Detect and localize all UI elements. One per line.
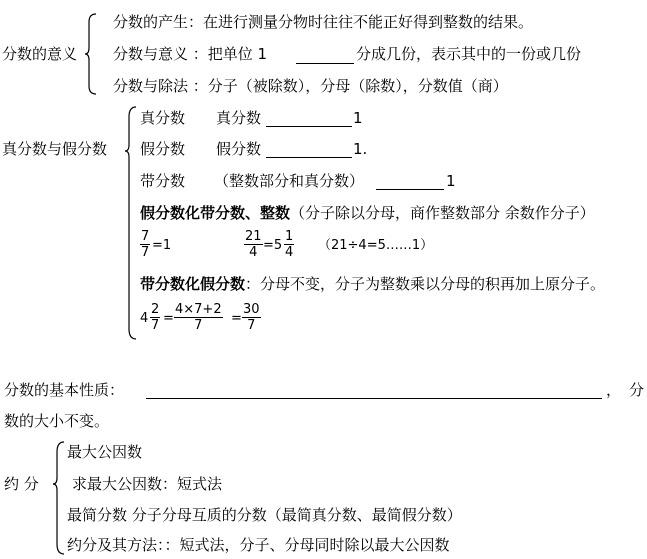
reduction-brace-icon <box>52 440 66 556</box>
ex3-result-numerator: 30 <box>243 302 260 317</box>
basic-property-blank <box>146 398 602 399</box>
row3-blank <box>376 189 444 190</box>
basic-property-line2: 数的大小不变。 <box>4 412 110 430</box>
ex2-mixed-denominator: 4 <box>285 245 294 260</box>
basic-property-tail: 分 <box>629 381 645 399</box>
reduction-item2: 求最大公因数：短式法 <box>72 475 223 493</box>
proper-improper-heading: 真分数与假分数 <box>2 140 108 158</box>
ex2-note: （21÷4=5……1） <box>318 238 434 253</box>
meaning-line3: 分数与除法 ：分子（被除数），分母（除数），分数值（商） <box>113 77 508 95</box>
ex2-mixed-fraction <box>284 229 294 260</box>
reduction-item1: 最大公因数 <box>67 443 143 461</box>
rule2-bold: 带分数化假分数 <box>140 275 246 293</box>
rule1 <box>140 203 595 223</box>
ex2-mixed-numerator: 1 <box>285 229 294 244</box>
reduction-heading: 约 分 <box>4 475 39 493</box>
basic-property-comma: ， <box>606 381 622 399</box>
meaning-line2-suffix: 分成几份，表示其中的一份或几份 <box>356 45 582 63</box>
reduction-item3: 最简分数 分子分母互质的分数（最简真分数、最简假分数） <box>67 506 462 524</box>
meaning-line1: 分数的产生：在进行测量分物时往往不能正好得到整数的结果。 <box>113 13 534 31</box>
basic-property-prefix: 分数的基本性质： <box>4 381 125 399</box>
ex3-mid-denominator: 7 <box>194 318 203 333</box>
ex3-mid-fraction <box>174 302 223 333</box>
ex3-fraction <box>150 302 160 333</box>
ex3-mid-numerator: 4×7+2 <box>175 302 222 317</box>
ex2-fraction <box>244 229 263 260</box>
ex3-equals1: = <box>163 311 174 326</box>
ex1-equals: =1 <box>152 238 172 253</box>
ex3-denominator: 7 <box>151 318 160 333</box>
row2-tail: 1. <box>353 140 368 158</box>
row2-blank <box>266 157 352 158</box>
ex2-numerator: 21 <box>245 229 262 244</box>
rule1-bold: 假分数化带分数、整数 <box>140 204 291 222</box>
row3-tail: 1 <box>446 172 456 190</box>
meaning-brace-icon <box>84 12 98 96</box>
row1-text: 真分数 <box>216 109 262 127</box>
proper-improper-brace-icon <box>124 105 138 341</box>
ex2-equals: =5 <box>263 238 283 253</box>
reduction-item4: 约分及其方法：：短式法，分子、分母同时除以最大公因数 <box>67 536 450 554</box>
row2-label: 假分数 <box>140 140 186 158</box>
row1-blank <box>266 126 352 127</box>
ex2-denominator: 4 <box>249 245 258 260</box>
row1-label: 真分数 <box>140 109 186 127</box>
ex3-whole: 4 <box>140 311 149 326</box>
meaning-line2-prefix: 分数与意义 ：把单位 1 <box>113 45 268 63</box>
ex1-fraction <box>140 229 150 260</box>
row2-text: 假分数 <box>216 140 262 158</box>
meaning-blank <box>296 63 354 64</box>
ex3-result-denominator: 7 <box>247 318 256 333</box>
row3-text: （整数部分和真分数） <box>214 172 365 190</box>
ex3-equals2: = <box>231 311 242 326</box>
ex1-numerator: 7 <box>141 229 150 244</box>
ex3-result-fraction <box>242 302 261 333</box>
ex3-numerator: 2 <box>151 302 160 317</box>
row1-tail: 1 <box>353 109 363 127</box>
ex1-denominator: 7 <box>141 245 150 260</box>
meaning-heading: 分数的意义 <box>2 45 78 63</box>
row3-label: 带分数 <box>140 172 186 190</box>
rule2-rest: ：分母不变，分子为整数乘以分母的积再加上原分子。 <box>245 275 606 293</box>
rule1-rest: （分子除以分母，商作整数部分 余数作分子） <box>290 204 595 222</box>
rule2 <box>140 274 605 294</box>
